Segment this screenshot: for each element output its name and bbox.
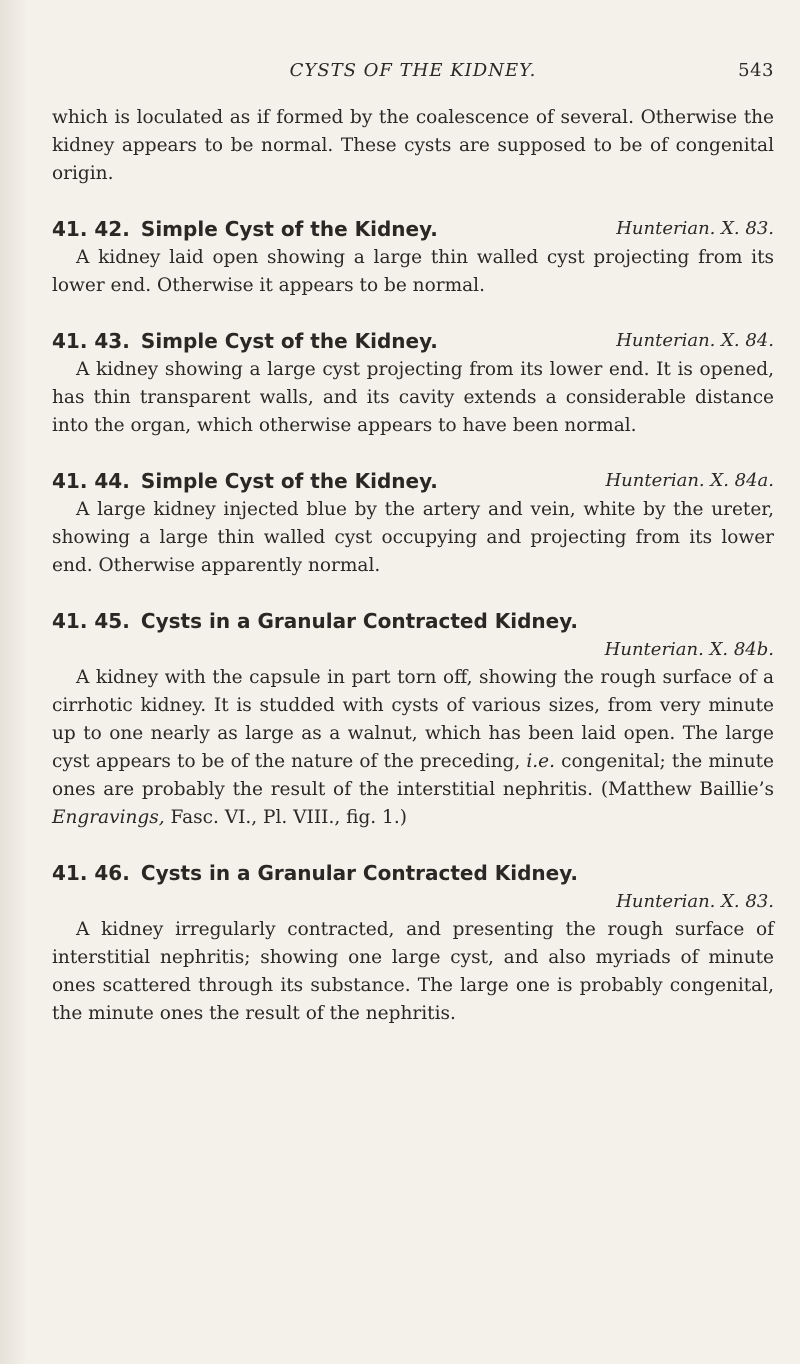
catalogue-entry <box>52 606 774 832</box>
page-edge <box>0 0 28 1364</box>
entry-heading: Cysts in a Granular Contracted Kidney. <box>140 861 579 885</box>
book-page <box>52 0 774 1364</box>
reference-source: Hunterian. <box>616 330 716 351</box>
entry-reference <box>605 466 774 496</box>
reference-code: X. 83. <box>715 891 774 912</box>
entry-reference <box>52 636 774 664</box>
entry-number: 41. 43. <box>52 329 130 353</box>
entry-heading-line <box>52 606 774 636</box>
page-body <box>52 104 774 1028</box>
reference-source: Hunterian. <box>605 470 705 491</box>
abbreviation-ie: i.e. <box>526 751 555 772</box>
reference-source: Hunterian. <box>616 891 716 912</box>
entry-heading: Simple Cyst of the Kidney. <box>140 217 438 241</box>
entry-number: 41. 45. <box>52 609 130 633</box>
page-number: 543 <box>738 60 774 81</box>
reference-code: X. 84b. <box>703 639 774 660</box>
entry-heading-line <box>52 858 774 888</box>
book-title: Engravings, <box>52 807 165 828</box>
entry-reference <box>52 888 774 916</box>
description-text: Fasc. VI., Pl. VIII., fig. 1.) <box>164 807 407 828</box>
entry-number: 41. 46. <box>52 861 130 885</box>
entry-number: 41. 42. <box>52 217 130 241</box>
entry-description: A kidney laid open showing a large thin walled cyst projecting from its lower end. Otherwise it appears to be normal. <box>52 247 774 296</box>
description-text: congenital; the minute ones are probably the result of the interstitial nephritis. (Matthew Baillie’s <box>52 751 774 800</box>
catalogue-entry <box>52 214 774 300</box>
catalogue-entry <box>52 466 774 580</box>
entry-heading-line <box>52 214 774 244</box>
entry-heading: Simple Cyst of the Kidney. <box>140 469 438 493</box>
entry-reference <box>616 214 774 244</box>
catalogue-entry <box>52 326 774 440</box>
running-head <box>52 60 774 86</box>
entry-description: A large kidney injected blue by the artery and vein, white by the ureter, showing a large thin walled cyst occupying and projecting from its lower end. Otherwise apparently normal. <box>52 499 774 576</box>
entry-reference <box>616 326 774 356</box>
reference-source: Hunterian. <box>604 639 704 660</box>
reference-code: X. 83. <box>715 218 774 239</box>
reference-source: Hunterian. <box>616 218 716 239</box>
entry-heading-line <box>52 466 774 496</box>
entry-heading: Cysts in a Granular Contracted Kidney. <box>140 609 579 633</box>
intro-paragraph: which is loculated as if formed by the coalescence of several. Otherwise the kidney appears to be normal. These cysts are supposed to be of congenital origin. <box>52 107 774 184</box>
entry-description: A kidney showing a large cyst projecting from its lower end. It is opened, has thin transparent walls, and its cavity extends a considerable distance into the organ, which otherwise appears to have been normal. <box>52 359 774 436</box>
entry-number: 41. 44. <box>52 469 130 493</box>
entry-description <box>52 664 774 832</box>
description-text: A kidney with the capsule in part torn off, showing the rough surface of a cirrhotic kidney. It is studded with cysts of various sizes, from very minute up to one nearly as large as a walnut, which has been laid open. The large cyst appears to be of the nature of the preceding, <box>52 667 774 772</box>
reference-code: X. 84. <box>715 330 774 351</box>
catalogue-entry <box>52 858 774 1028</box>
entry-description: A kidney irregularly contracted, and presenting the rough surface of interstitial nephritis; showing one large cyst, and also myriads of minute ones scattered through its substance. The large one is probably congenital, the minute ones the result of the nephritis. <box>52 919 774 1024</box>
entry-heading: Simple Cyst of the Kidney. <box>140 329 438 353</box>
reference-code: X. 84a. <box>704 470 774 491</box>
running-head-title: CYSTS OF THE KIDNEY. <box>289 60 537 81</box>
entry-heading-line <box>52 326 774 356</box>
